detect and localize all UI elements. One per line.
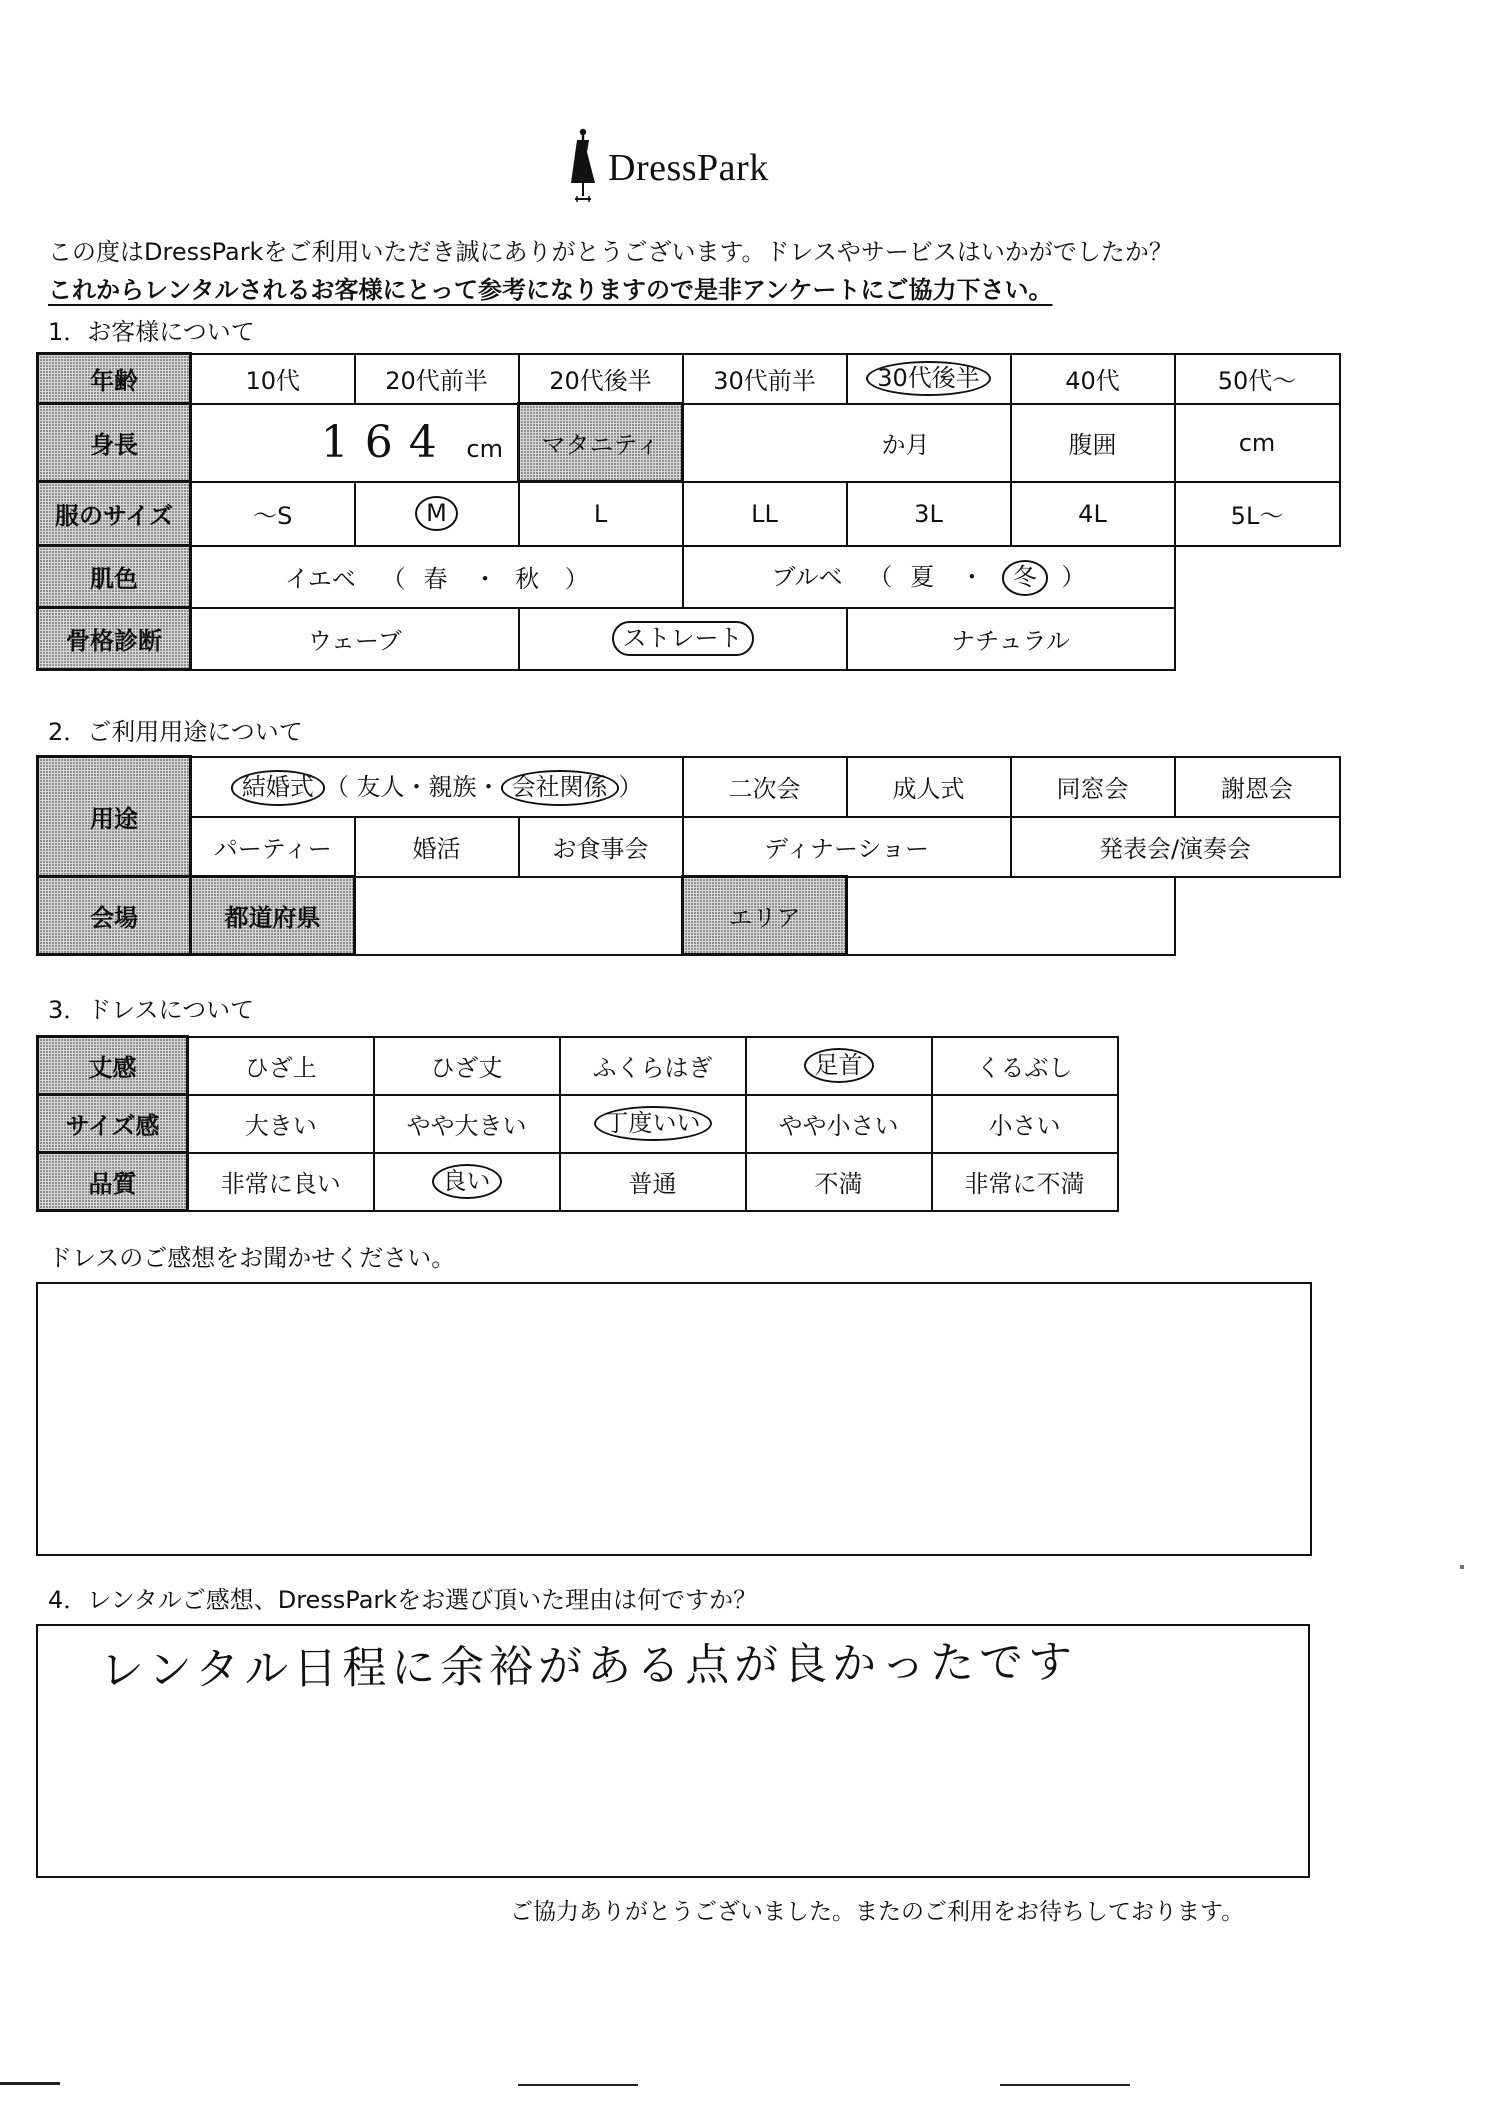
prefecture-label: 都道府県	[191, 877, 355, 955]
age-option[interactable]: 20代後半	[519, 354, 683, 404]
dress-icon	[568, 127, 598, 209]
height-value: 164	[320, 417, 453, 468]
logo-text: DressPark	[608, 147, 769, 189]
body-option-selected[interactable]	[519, 608, 847, 670]
body-label: 骨格診断	[38, 608, 191, 670]
skin-summer: 夏	[910, 563, 935, 592]
length-option[interactable]: ふくらはぎ	[560, 1037, 746, 1095]
purpose-option[interactable]: 成人式	[847, 757, 1011, 817]
dress-comment-box[interactable]	[36, 1282, 1312, 1556]
company-selected-mark: 会社関係	[501, 770, 619, 805]
age-option-selected[interactable]	[847, 354, 1011, 404]
customer-table	[36, 352, 1341, 671]
quality-option-selected[interactable]	[374, 1153, 560, 1211]
size-option[interactable]: 5L～	[1175, 482, 1340, 546]
wedding-detail-open: （ 友人・親族・	[324, 773, 501, 802]
scan-artifact	[1000, 2084, 1130, 2086]
body-option[interactable]: ウェーブ	[191, 608, 519, 670]
purpose-option[interactable]: パーティー	[191, 817, 355, 877]
fit-selected-mark: 丁度いい	[594, 1106, 712, 1141]
quality-option[interactable]: 非常に良い	[188, 1153, 374, 1211]
purpose-wedding-option[interactable]	[191, 757, 683, 817]
wedding-detail-close: ）	[618, 773, 643, 802]
section4-title: 4．レンタルご感想、DressParkをお選び頂いた理由は何ですか？	[48, 1586, 758, 1614]
dress-comment-prompt: ドレスのご感想をお聞かせください。	[48, 1244, 456, 1272]
thanks-message: ご協力ありがとうございました。またのご利用をお待ちしております。	[510, 1899, 1245, 1925]
usage-table	[36, 755, 1341, 956]
intro-text: この度はDressParkをご利用いただき誠にありがとうございます。ドレスやサービスはいかがでしたか？	[48, 238, 1173, 266]
purpose-option[interactable]: お食事会	[519, 817, 683, 877]
maternity-label: マタニティ	[519, 404, 683, 482]
section2-title: 2．ご利用用途について	[48, 718, 303, 746]
scan-artifact	[518, 2084, 638, 2086]
size-option[interactable]: ～S	[191, 482, 355, 546]
section3-title: 3．ドレスについて	[48, 996, 255, 1024]
age-option[interactable]: 20代前半	[355, 354, 519, 404]
prefecture-field[interactable]	[355, 877, 683, 955]
height-field[interactable]	[191, 404, 519, 482]
purpose-option[interactable]: 婚活	[355, 817, 519, 877]
age-option[interactable]: 10代	[191, 354, 355, 404]
size-label: 服のサイズ	[38, 482, 191, 546]
wedding-selected-mark: 結婚式	[231, 770, 325, 805]
maternity-months-field[interactable]	[683, 404, 1011, 482]
length-option[interactable]: ひざ丈	[374, 1037, 560, 1095]
waist-label: 腹囲	[1011, 404, 1175, 482]
size-selected-mark: M	[415, 496, 458, 531]
scan-artifact	[0, 2082, 60, 2085]
fit-option-selected[interactable]	[560, 1095, 746, 1153]
size-option[interactable]: 3L	[847, 482, 1011, 546]
length-option-selected[interactable]	[746, 1037, 932, 1095]
waist-unit: cm	[1238, 428, 1276, 457]
skin-autumn: 秋	[515, 565, 540, 593]
body-option[interactable]: ナチュラル	[847, 608, 1175, 670]
length-label: 丈感	[38, 1037, 188, 1095]
area-label: エリア	[683, 877, 847, 955]
fit-label: サイズ感	[38, 1095, 188, 1153]
skin-spring: 春	[423, 565, 448, 593]
quality-label: 品質	[38, 1153, 188, 1211]
height-unit: cm	[466, 435, 503, 463]
quality-option[interactable]: 不満	[746, 1153, 932, 1211]
length-selected-mark: 足首	[804, 1048, 874, 1083]
body-selected-mark: ストレート	[612, 621, 754, 656]
fit-option[interactable]: 大きい	[188, 1095, 374, 1153]
scan-artifact	[1460, 1565, 1464, 1569]
size-option[interactable]: L	[519, 482, 683, 546]
age-option[interactable]: 50代～	[1175, 354, 1340, 404]
venue-label: 会場	[38, 877, 191, 955]
months-unit: か月	[881, 431, 930, 459]
size-option-selected[interactable]	[355, 482, 519, 546]
logo	[568, 128, 769, 208]
purpose-option[interactable]: 同窓会	[1011, 757, 1175, 817]
age-selected-mark: 30代後半	[866, 361, 991, 396]
quality-selected-mark: 良い	[432, 1164, 502, 1199]
age-option[interactable]: 30代前半	[683, 354, 847, 404]
quality-option[interactable]: 非常に不満	[932, 1153, 1118, 1211]
waist-field[interactable]	[1175, 404, 1340, 482]
area-field[interactable]	[847, 877, 1175, 955]
intro-request: これからレンタルされるお客様にとって参考になりますので是非アンケートにご協力下さい。	[48, 276, 1053, 304]
fit-option[interactable]: やや小さい	[746, 1095, 932, 1153]
skin-label: 肌色	[38, 546, 191, 608]
purpose-option[interactable]: 謝恩会	[1175, 757, 1340, 817]
section1-title: 1．お客様について	[48, 318, 255, 346]
purpose-label: 用途	[38, 757, 191, 877]
reason-answer: レンタル日程に余裕がある点が良かったです	[99, 1636, 1078, 1697]
skin-winter-selected: 冬	[1002, 560, 1048, 595]
size-option[interactable]: LL	[683, 482, 847, 546]
purpose-option[interactable]: ディナーショー	[683, 817, 1011, 877]
fit-option[interactable]: 小さい	[932, 1095, 1118, 1153]
skin-yellow: イエベ	[284, 565, 356, 593]
purpose-option[interactable]: 発表会/演奏会	[1011, 817, 1340, 877]
quality-option[interactable]: 普通	[560, 1153, 746, 1211]
purpose-option[interactable]: 二次会	[683, 757, 847, 817]
length-option[interactable]: くるぶし	[932, 1037, 1118, 1095]
fit-option[interactable]: やや大きい	[374, 1095, 560, 1153]
dress-table	[36, 1035, 1119, 1212]
age-label: 年齢	[38, 354, 191, 404]
height-label: 身長	[38, 404, 191, 482]
age-option[interactable]: 40代	[1011, 354, 1175, 404]
length-option[interactable]: ひざ上	[188, 1037, 374, 1095]
skin-blue-option[interactable]: ブルベ （ 夏 ・ 冬 ）	[683, 546, 1175, 608]
skin-yellow-option[interactable]: イエベ （ 春 ・ 秋 ）	[191, 546, 683, 608]
skin-blue: ブルベ	[771, 563, 843, 592]
size-option[interactable]: 4L	[1011, 482, 1175, 546]
